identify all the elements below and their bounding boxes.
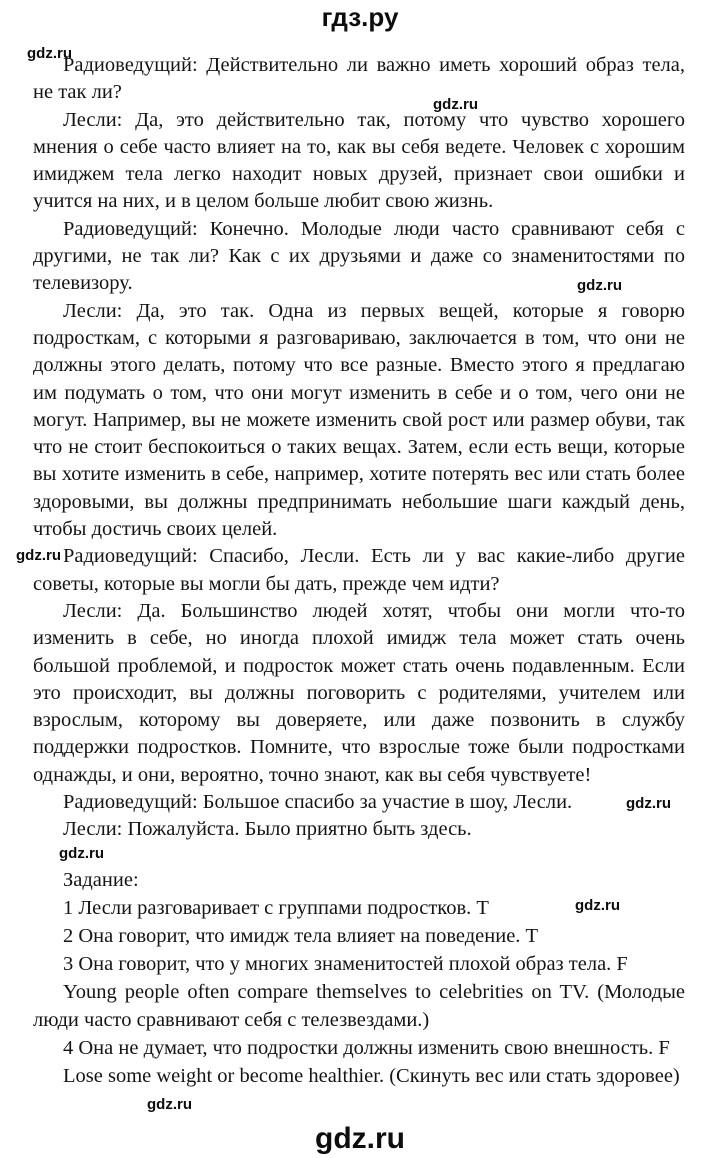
dialogue-paragraph: Радиоведущий: Большое спасибо за участие в шоу, Лесли. — [63, 791, 573, 814]
task-heading: Задание: — [63, 869, 139, 891]
dialogue-paragraph: Лесли: Да, это так. Одна из первых вещей, которые я говорю подросткам, с которыми я разговариваю, заключается в том, что они не должны этого делать, потому что все разные. Вместо этого я предлагаю им подумать о том, что они могут изменить в себе и о том, чего они не могут. Например, вы не можете изменить свой рост или размер обуви, так что не стоит беспокоиться о таких вещах. Затем, если есть вещи, которые вы хотите изменить в себе, например, хотите потерять вес или стать более здоровыми, вы должны предпринимать небольшие шаги каждый день, чтобы достичь своих целей. — [33, 299, 685, 541]
task-line: 4 Она не думает, что подростки должны изменить свою внешность. F — [63, 1037, 670, 1059]
dialogue-paragraph: Радиоведущий: Спасибо, Лесли. Есть ли у вас какие-либо другие советы, которые вы могли бы дать, прежде чем идти? — [33, 545, 685, 595]
gdz-watermark: gdz.ru — [626, 795, 671, 812]
gdz-watermark: gdz.ru — [575, 897, 620, 914]
gdz-watermark: gdz.ru — [577, 277, 622, 294]
dialogue-paragraph: Радиоведущий: Конечно. Молодые люди часто сравнивают себя с другими, не так ли? Как с их друзьями и даже со знаменитостями по телевизору. — [33, 217, 685, 295]
gdz-watermark: gdz.ru — [433, 96, 478, 113]
gdz-watermark: gdz.ru — [147, 1096, 192, 1113]
dialogue-transcript — [33, 52, 685, 844]
gdz-watermark: gdz.ru — [16, 547, 61, 564]
dialogue-paragraph: Лесли: Пожалуйста. Было приятно быть здесь. — [63, 818, 472, 841]
footer-logo: gdz.ru — [315, 1122, 405, 1155]
task-line: 2 Она говорит, что имидж тела влияет на поведение. Т — [63, 925, 539, 947]
task-line: 3 Она говорит, что у многих знаменитостей плохой образ тела. F — [63, 953, 628, 975]
gdz-watermark: gdz.ru — [27, 45, 72, 62]
header-logo: гдз.ру — [321, 2, 399, 32]
task-line: Lose some weight or become healthier. (Скинуть вес или стать здоровее) — [63, 1065, 680, 1087]
dialogue-paragraph: Лесли: Да. Большинство людей хотят, чтобы они могли что-то изменить в себе, но иногда плохой имидж тела может стать очень большой проблемой, и подросток может стать очень подавленным. Если это происходит, вы должны поговорить с родителями, учителем или взрослым, которому вы доверяете, или даже позвонить в службу поддержки подростков. Помните, что взрослые тоже были подростками однажды, и они, вероятно, точно знают, как вы себя чувствуете! — [33, 599, 685, 786]
task-section — [33, 866, 685, 1090]
dialogue-paragraph: Лесли: Да, это действительно так, потому что чувство хорошего мнения о себе часто влияет на то, как вы себя ведете. Человек с хорошим имиджем тела легко находит новых друзей, признает свои ошибки и учится на них, и в целом больше любит свою жизнь. — [33, 108, 685, 213]
dialogue-paragraph: Радиоведущий: Действительно ли важно иметь хороший образ тела, не так ли? — [33, 54, 685, 104]
gdz-watermark: gdz.ru — [59, 845, 104, 862]
task-line: Young people often compare themselves to celebrities on TV. (Молодые люди часто сравнивают себя с телезвездами.) — [33, 981, 685, 1031]
task-line: 1 Лесли разговаривает с группами подростков. Т — [63, 897, 489, 919]
